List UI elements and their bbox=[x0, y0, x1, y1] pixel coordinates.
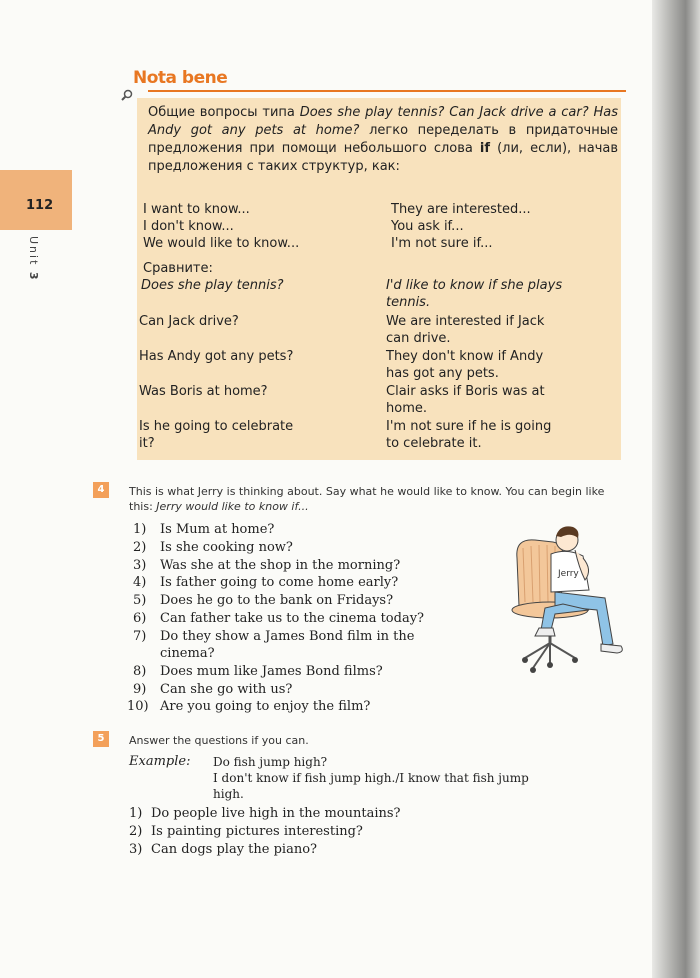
item-text: Is Mum at home? bbox=[160, 522, 275, 537]
item-text: Can dogs play the piano? bbox=[151, 842, 318, 857]
example-question: Do fish jump high? bbox=[213, 755, 328, 769]
exercise-4-item bbox=[133, 663, 383, 681]
compare-question-5: Is he going to celebrate bbox=[139, 419, 294, 434]
instruction-text: This is what Jerry is thinking about. Say what he would like to know. You can begin like this: bbox=[129, 485, 605, 513]
jerry-illustration bbox=[505, 518, 635, 678]
item-text: Does he go to the bank on Fridays? bbox=[160, 593, 394, 608]
compare-answer-4-cont: home. bbox=[386, 401, 427, 416]
nota-bene-title: Nota bene bbox=[119, 68, 227, 94]
unit-label bbox=[27, 236, 40, 282]
exercise-5-badge: 5 bbox=[93, 731, 109, 747]
compare-answer-4: Clair asks if Boris was at bbox=[386, 384, 545, 399]
exercise-5-item bbox=[129, 841, 317, 859]
exercise-4-item bbox=[133, 539, 293, 557]
unit-word: Unit bbox=[27, 236, 40, 267]
compare-question-2: Can Jack drive? bbox=[139, 314, 239, 329]
exercise-4-item bbox=[133, 610, 424, 628]
item-number: 1) bbox=[133, 522, 147, 537]
item-text: Can father take us to the cinema today? bbox=[160, 611, 425, 626]
compare-answer-5-cont: to celebrate it. bbox=[386, 436, 482, 451]
example-answer: I don't know if fish jump high./I know that fish jump bbox=[213, 771, 529, 785]
item-number: 3) bbox=[133, 558, 147, 573]
compare-answer-3: They don't know if Andy bbox=[386, 349, 544, 364]
exercise-4-item bbox=[133, 681, 292, 699]
item-text: Is she cooking now? bbox=[160, 540, 293, 555]
unit-number: 3 bbox=[27, 271, 40, 282]
item-number: 7) bbox=[133, 629, 147, 644]
exercise-5-item bbox=[129, 805, 401, 823]
magnifier-icon bbox=[121, 89, 133, 101]
example-label-line bbox=[129, 753, 190, 770]
exercise-4-item bbox=[133, 574, 398, 592]
intro-if-word: if bbox=[479, 141, 491, 156]
item-number: 8) bbox=[133, 664, 147, 679]
stem-left-3: We would like to know... bbox=[143, 236, 300, 251]
exercise-4-item bbox=[133, 521, 274, 539]
compare-question-5-cont: it? bbox=[139, 436, 155, 451]
item-number: 3) bbox=[129, 842, 143, 857]
compare-question-4: Was Boris at home? bbox=[139, 384, 268, 399]
item-number: 4) bbox=[133, 575, 147, 590]
item-text: Does mum like James Bond films? bbox=[160, 664, 383, 679]
intro-examples: Does she play tennis? Can Jack drive a car? Has Andy got any pets at home? bbox=[148, 105, 618, 138]
nota-bene-rule bbox=[148, 90, 626, 92]
exercise-5-item bbox=[129, 823, 363, 841]
item-text: Are you going to enjoy the film? bbox=[160, 699, 371, 714]
compare-answer-3-cont: has got any pets. bbox=[386, 366, 499, 381]
book-spine-shadow bbox=[652, 0, 700, 978]
item-text: Was she at the shop in the morning? bbox=[160, 558, 401, 573]
stem-right-3: I'm not sure if... bbox=[391, 236, 493, 251]
compare-question-1: Does she play tennis? bbox=[141, 278, 284, 293]
nota-bene-intro bbox=[148, 104, 618, 176]
exercise-4-item bbox=[133, 592, 393, 610]
instruction-italic: Jerry would like to know if... bbox=[156, 500, 309, 513]
item-number: 2) bbox=[133, 540, 147, 555]
item-text: Can she go with us? bbox=[160, 682, 293, 697]
item-text: Do they show a James Bond film in the bbox=[160, 629, 415, 644]
exercise-5-instruction: Answer the questions if you can. bbox=[129, 734, 309, 747]
jerry-shirt-label: Jerry bbox=[558, 569, 579, 579]
example-answer-cont: high. bbox=[213, 787, 244, 801]
stem-left-2: I don't know... bbox=[143, 219, 234, 234]
item-number: 5) bbox=[133, 593, 147, 608]
stem-left-1: I want to know... bbox=[143, 202, 250, 217]
exercise-4-item-cont: cinema? bbox=[160, 646, 215, 661]
compare-question-3: Has Andy got any pets? bbox=[139, 349, 294, 364]
exercise-4-item bbox=[133, 557, 400, 575]
compare-answer-1: I'd like to know if she plays bbox=[386, 278, 563, 293]
compare-label: Сравните: bbox=[143, 261, 213, 276]
stem-right-2: You ask if... bbox=[391, 219, 464, 234]
item-number: 2) bbox=[129, 824, 143, 839]
item-text: Is painting pictures interesting? bbox=[151, 824, 363, 839]
intro-text: (ли, если), начав предложения с таких структур, как: bbox=[148, 141, 618, 174]
compare-answer-2: We are interested if Jack bbox=[386, 314, 545, 329]
compare-answer-1-cont: tennis. bbox=[386, 295, 431, 310]
page-number: 112 bbox=[26, 198, 54, 213]
intro-text: Общие вопросы типа bbox=[148, 105, 300, 120]
exercise-4-badge: 4 bbox=[93, 482, 109, 498]
item-number: 6) bbox=[133, 611, 147, 626]
compare-answer-2-cont: can drive. bbox=[386, 331, 451, 346]
stem-right-1: They are interested... bbox=[391, 202, 531, 217]
item-number: 9) bbox=[133, 682, 147, 697]
item-number: 1) bbox=[129, 806, 143, 821]
item-text: Is father going to come home early? bbox=[160, 575, 399, 590]
exercise-4-item bbox=[127, 698, 370, 716]
exercise-4-item bbox=[133, 628, 414, 646]
item-text: Do people live high in the mountains? bbox=[151, 806, 401, 821]
intro-text: легко переделать в придаточные предложения при помощи небольшого слова bbox=[148, 123, 618, 156]
compare-answer-5: I'm not sure if he is going bbox=[386, 419, 552, 434]
example-label: Example: bbox=[129, 754, 191, 769]
item-number: 10) bbox=[127, 699, 149, 714]
exercise-4-instruction bbox=[129, 484, 624, 514]
